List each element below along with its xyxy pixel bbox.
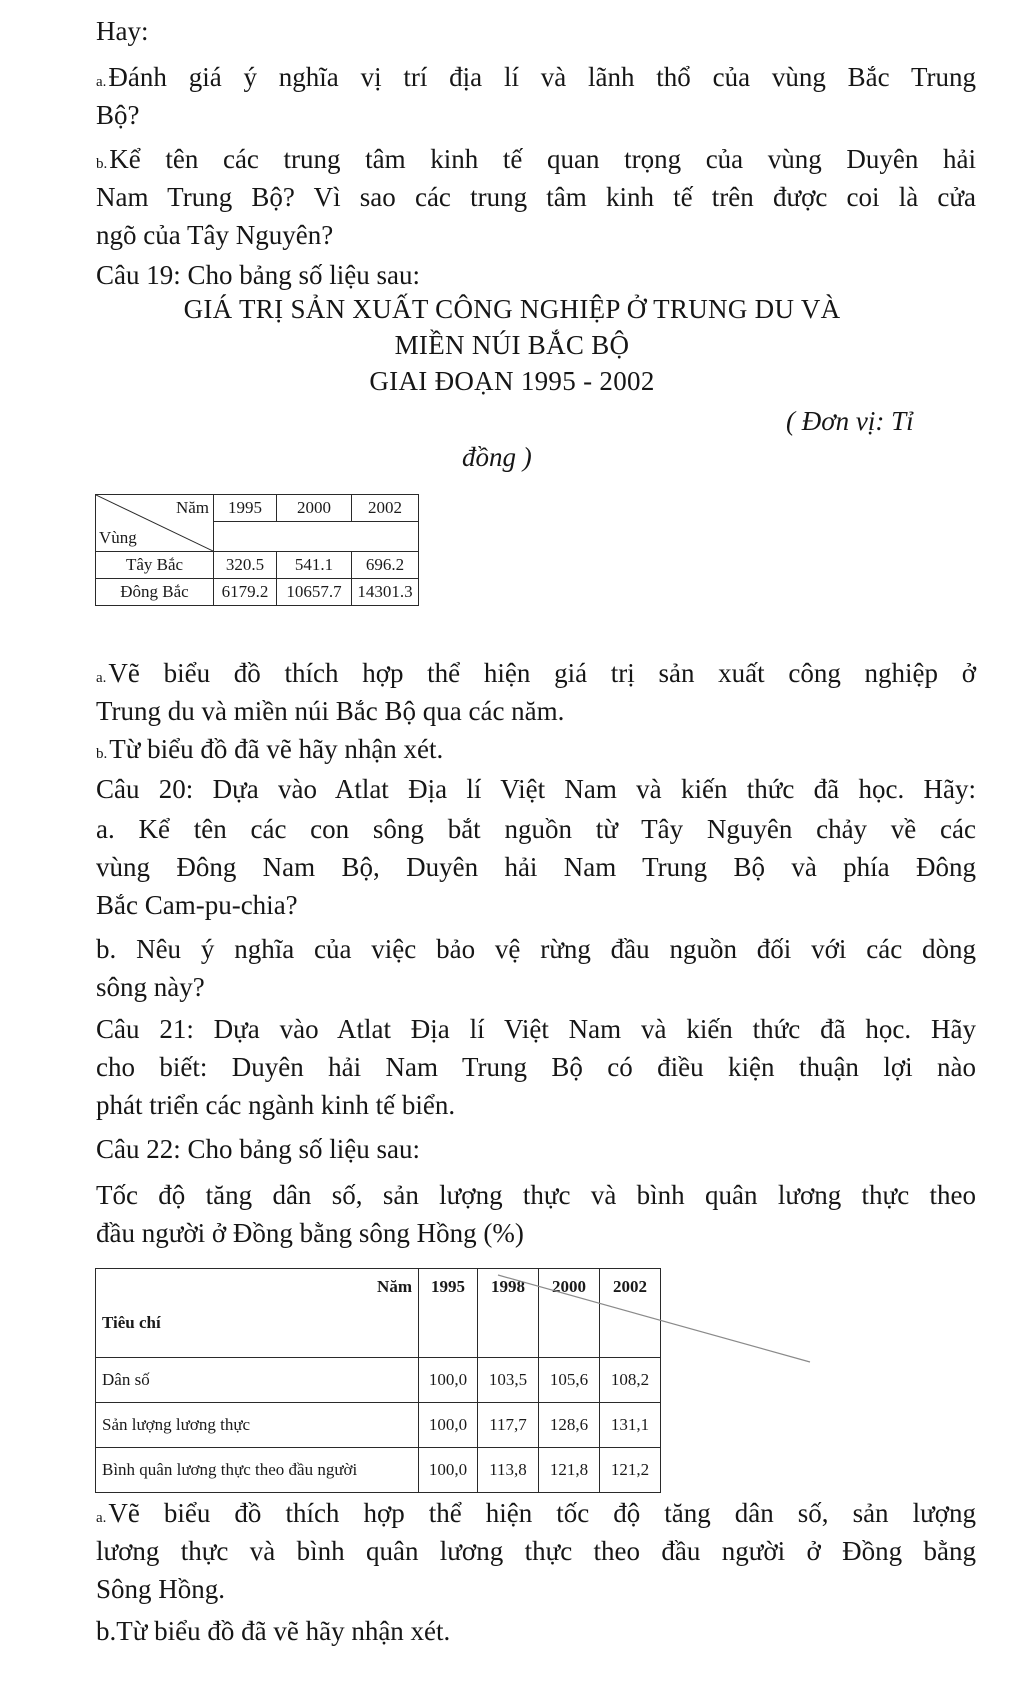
table2-year-header: 1995: [419, 1269, 478, 1358]
question-22a: [96, 1496, 976, 1535]
table1-corner-year-label: Năm: [175, 498, 209, 517]
question-22b: b.Từ biểu đồ đã vẽ hãy nhận xét.: [96, 1616, 451, 1646]
table2-cell: 121,8: [539, 1448, 600, 1493]
table1-year-header: 2000: [277, 495, 352, 522]
table2-caption-2: đầu người ở Đồng bằng sông Hồng (%): [96, 1218, 524, 1248]
table1-heading-2: MIỀN NÚI BẮC BỘ: [394, 330, 630, 360]
question-20b: b. Nêu ý nghĩa của việc bảo vệ rừng đầu nguồn đối với các dòng: [96, 934, 976, 964]
table1-year-header: 2002: [352, 495, 419, 522]
table2-row-label: Bình quân lương thực theo đầu người: [96, 1448, 419, 1493]
question-b-cont-2: ngõ của Tây Nguyên?: [96, 220, 334, 250]
table2-cell: 105,6: [539, 1358, 600, 1403]
question-text: Từ biểu đồ đã vẽ hãy nhận xét.: [109, 734, 444, 764]
table1-row-label: Đông Bắc: [96, 579, 214, 606]
question-text: Kể tên các trung tâm kinh tế quan trọng của vùng Duyên hải: [109, 144, 976, 174]
table1-year-header: 1995: [214, 495, 277, 522]
question-21-cont-2: phát triển các ngành kinh tế biển.: [96, 1090, 456, 1120]
table2-cell: 117,7: [478, 1403, 539, 1448]
label-a: a.: [96, 1510, 107, 1526]
table2-row-label: Sản lượng lương thực: [96, 1403, 419, 1448]
question-20a-cont-1: vùng Đông Nam Bộ, Duyên hải Nam Trung Bộ và phía Đông: [96, 852, 976, 882]
question-20-title: Câu 20: Dựa vào Atlat Địa lí Việt Nam và kiến thức đã học. Hãy:: [96, 774, 976, 804]
question-20a: a. Kể tên các con sông bắt nguồn từ Tây Nguyên chảy về các: [96, 814, 976, 844]
table2-cell: 103,5: [478, 1358, 539, 1403]
label-a: a.: [96, 670, 107, 686]
table2-year-header: 2000: [539, 1269, 600, 1358]
question-19a-cont: Trung du và miền núi Bắc Bộ qua các năm.: [96, 696, 565, 726]
question-19-title: Câu 19: Cho bảng số liệu sau:: [96, 260, 420, 290]
question-22-title: Câu 22: Cho bảng số liệu sau:: [96, 1134, 420, 1164]
question-20a-cont-2: Bắc Cam-pu-chia?: [96, 890, 298, 920]
label-a: a.: [96, 74, 107, 90]
table2-cell: 128,6: [539, 1403, 600, 1448]
table2-cell: 131,1: [600, 1403, 661, 1448]
question-text: Đánh giá ý nghĩa vị trí địa lí và lãnh thổ của vùng Bắc Trung: [108, 62, 976, 92]
table1-cell: 6179.2: [214, 579, 277, 606]
table2-year-header: 1998: [478, 1269, 539, 1358]
table1-unit-2: đồng ): [462, 442, 532, 472]
question-text: Vẽ biểu đồ thích hợp thể hiện tốc độ tăng dân số, sản lượng: [108, 1498, 976, 1528]
question-20b-cont: sông này?: [96, 972, 205, 1002]
table1-heading-3: GIAI ĐOẠN 1995 - 2002: [369, 366, 655, 396]
question-21: Câu 21: Dựa vào Atlat Địa lí Việt Nam và kiến thức đã học. Hãy: [96, 1014, 976, 1044]
table2-corner-year-label: Năm: [377, 1277, 412, 1296]
line-hay: Hay:: [96, 16, 149, 46]
table2-caption-1: Tốc độ tăng dân số, sản lượng thực và bình quân lương thực theo: [96, 1180, 976, 1210]
table1-cell: 696.2: [352, 552, 419, 579]
table2-cell: 100,0: [419, 1358, 478, 1403]
table2-cell: 100,0: [419, 1448, 478, 1493]
label-b: b.: [96, 156, 108, 172]
table1-cell: 14301.3: [352, 579, 419, 606]
table1-cell: 10657.7: [277, 579, 352, 606]
table1-corner-region-label: Vùng: [99, 528, 137, 547]
table2-corner-criteria-label: Tiêu chí: [102, 1313, 161, 1332]
table2-row-label: Dân số: [96, 1358, 419, 1403]
table2-cell: 108,2: [600, 1358, 661, 1403]
table2-cell: 113,8: [478, 1448, 539, 1493]
table2-year-header: 2002: [600, 1269, 661, 1358]
question-22a-cont-2: Sông Hồng.: [96, 1574, 226, 1604]
table1-heading-1: GIÁ TRỊ SẢN XUẤT CÔNG NGHIỆP Ở TRUNG DU VÀ: [183, 294, 841, 324]
question-b-cont-1: Nam Trung Bộ? Vì sao các trung tâm kinh tế trên được coi là cửa: [96, 182, 976, 212]
question-22a-cont-1: lương thực và bình quân lương thực theo đầu người ở Đồng bằng: [96, 1536, 976, 1566]
table2-cell: 100,0: [419, 1403, 478, 1448]
table1-unit-1: ( Đơn vị: Tỉ: [786, 406, 914, 436]
table2-cell: 121,2: [600, 1448, 661, 1493]
question-a-cont: Bộ?: [96, 100, 140, 130]
question-text: Vẽ biểu đồ thích hợp thể hiện giá trị sản xuất công nghiệp ở: [108, 658, 976, 688]
label-b: b.: [96, 746, 108, 762]
question-21-cont-1: cho biết: Duyên hải Nam Trung Bộ có điều kiện thuận lợi nào: [96, 1052, 976, 1082]
table1-cell: 541.1: [277, 552, 352, 579]
table1-cell: 320.5: [214, 552, 277, 579]
table1-row-label: Tây Bắc: [96, 552, 214, 579]
